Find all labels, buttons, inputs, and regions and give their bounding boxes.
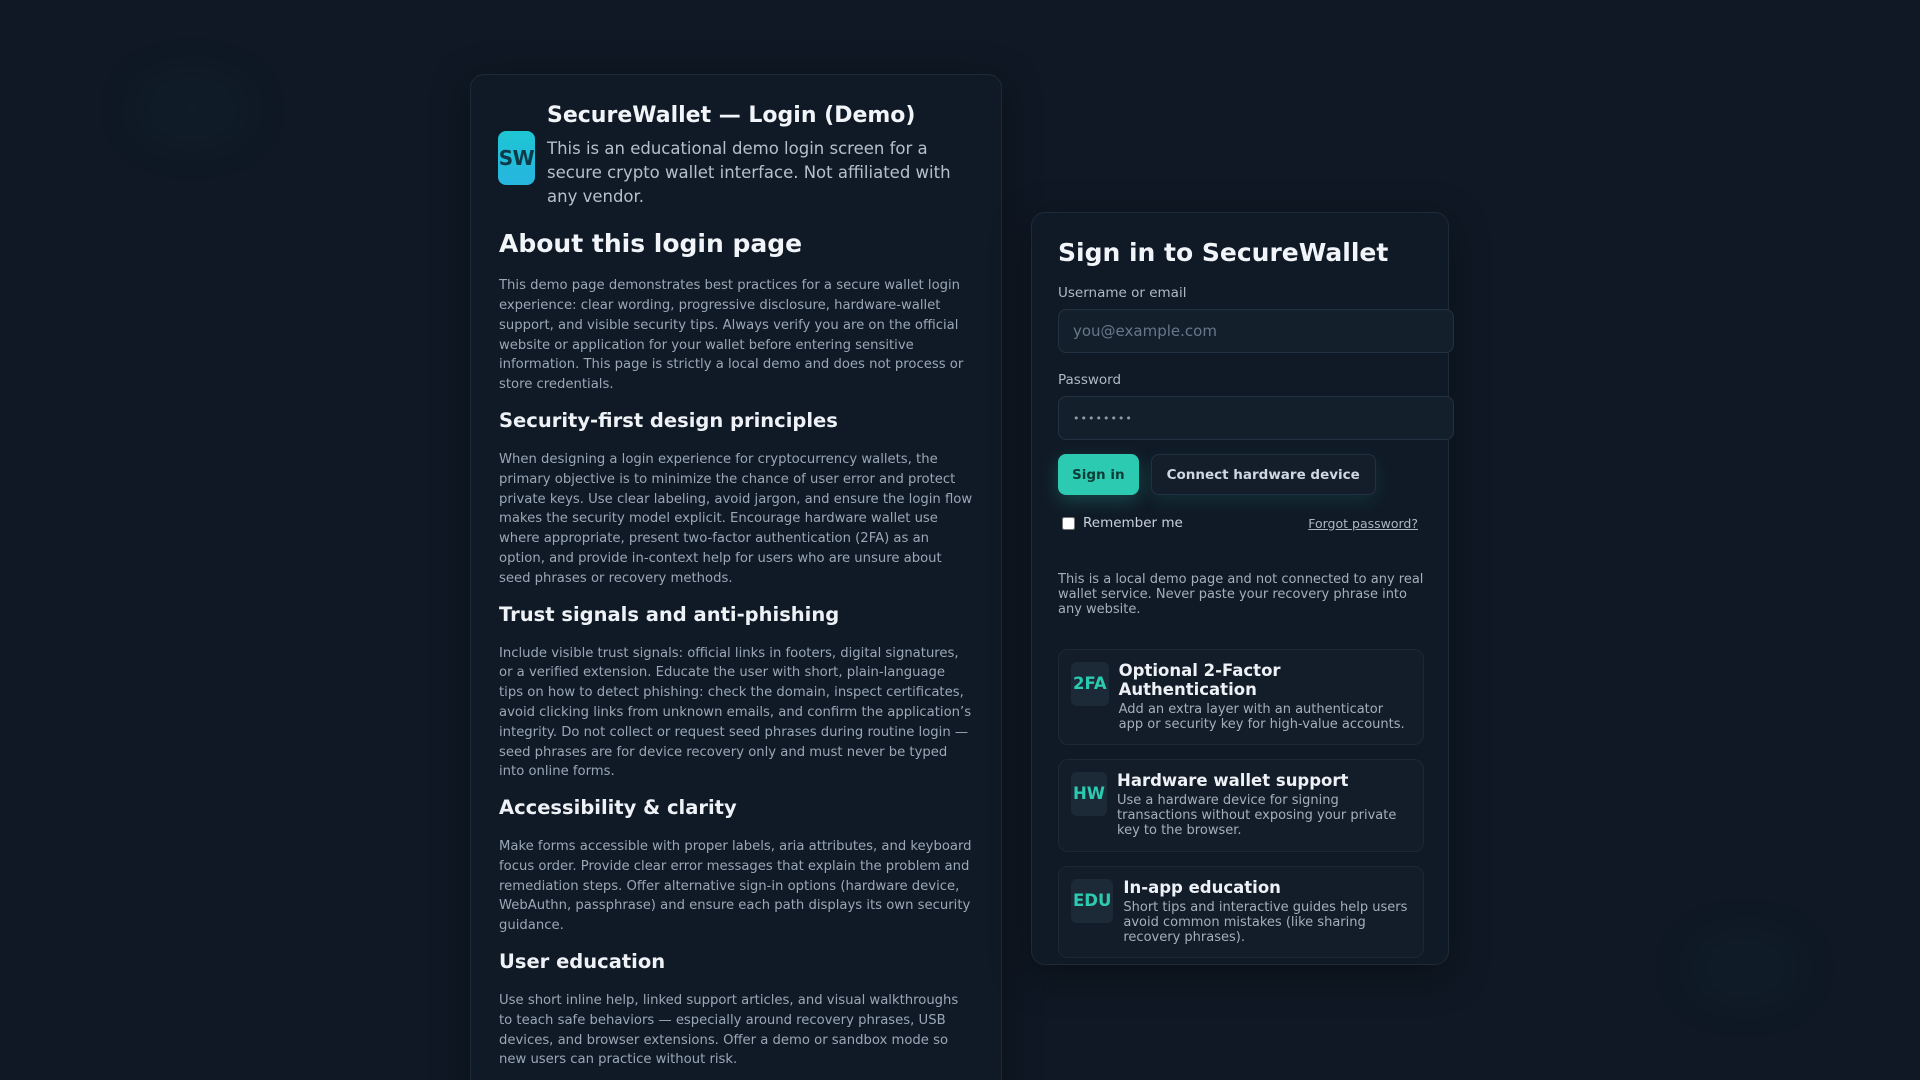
remember-me-checkbox[interactable] <box>1062 517 1075 530</box>
page-subtitle: This is an educational demo login screen for a secure crypto wallet interface. Not affiliated with any vendor. <box>547 139 951 207</box>
remember-me <box>1058 515 1183 531</box>
section-title-education: User education <box>499 950 666 974</box>
brand-text <box>547 103 967 209</box>
feature-desc: Use a hardware device for signing transactions without exposing your private key to the browser. <box>1117 792 1397 839</box>
demo-note: This is a local demo page and not connected to any real wallet service. Never paste your recovery phrase into any website. <box>1058 572 1424 618</box>
about-intro: This demo page demonstrates best practices for a secure wallet login experience: clear wording, progressive disclosure, hardware-wallet support, and visible security tips. Always verify you are on the official website or application for your wallet before entering sensitive information. This page is strictly a local demo and does not process or store credentials. <box>499 278 964 393</box>
brand-header <box>498 103 973 209</box>
feature-text <box>1119 662 1411 732</box>
securewallet-logo: SW <box>498 131 535 185</box>
section-title-trust: Trust signals and anti-phishing <box>499 602 840 626</box>
feature-card-hardware <box>1058 759 1424 852</box>
signin-title: Sign in to SecureWallet <box>1058 238 1389 267</box>
feature-card-education <box>1058 866 1424 959</box>
feature-text <box>1123 879 1411 946</box>
password-input[interactable] <box>1058 396 1454 440</box>
section-body-education: Use short inline help, linked support articles, and visual walkthroughs to teach safe behaviors — especially around recovery phrases, USB devices, and browser extensions. Offer a demo or sandbox mode so new users can practice without risk. <box>499 993 959 1068</box>
background-glow-bottom-right <box>1690 945 1800 991</box>
feature-desc: Add an extra layer with an authenticator app or security key for high-value accounts. <box>1118 701 1405 732</box>
sign-in-button[interactable]: Sign in <box>1058 454 1139 495</box>
remember-me-label: Remember me <box>1083 515 1183 531</box>
feature-title: Hardware wallet support <box>1117 770 1349 790</box>
feature-badge-hw: HW <box>1071 772 1107 816</box>
feature-card-2fa <box>1058 649 1424 745</box>
signin-options <box>1058 515 1418 531</box>
password-label: Password <box>1058 372 1122 388</box>
section-body-trust: Include visible trust signals: official links in footers, digital signatures, or a verified extension. Educate the user with short, plain-language tips on how to detect phishing: check the domain, inspect certificates, avoid clicking links from unknown emails, and confirm the application’s integrity. Do not collect or request seed phrases during routine login — seed phrases are for device recovery only and must never be typed into online forms. <box>499 645 972 780</box>
feature-badge-edu: EDU <box>1071 879 1113 923</box>
about-panel <box>470 74 1002 1080</box>
connect-hardware-button[interactable]: Connect hardware device <box>1151 454 1376 495</box>
username-label: Username or email <box>1058 285 1187 301</box>
section-title-accessibility: Accessibility & clarity <box>499 796 737 820</box>
feature-title: Optional 2-Factor Authentication <box>1118 660 1281 699</box>
forgot-password-link[interactable]: Forgot password? <box>1308 515 1418 531</box>
username-input[interactable] <box>1058 309 1454 353</box>
feature-badge-2fa: 2FA <box>1071 662 1109 706</box>
signin-actions <box>1058 454 1422 495</box>
section-title-security: Security-first design principles <box>499 408 838 432</box>
feature-desc: Short tips and interactive guides help users avoid common mistakes (like sharing recovery phrases). <box>1123 899 1408 945</box>
feature-title: In-app education <box>1123 877 1281 897</box>
feature-text <box>1117 772 1411 839</box>
page-title: SecureWallet — Login (Demo) <box>547 103 916 128</box>
section-body-security: When designing a login experience for cryptocurrency wallets, the primary objective is to minimize the chance of user error and protect private keys. Use clear labeling, avoid jargon, and ensure the login flow makes the security model explicit. Encourage hardware wallet use where appropriate, present two-factor authentication (2FA) as an option, and provide in-context help for users who are unsure about seed phrases or recovery methods. <box>499 451 973 586</box>
background-glow-top-left <box>135 85 250 133</box>
about-title: About this login page <box>499 229 803 259</box>
section-body-accessibility: Make forms accessible with proper labels, aria attributes, and keyboard focus order. Provide clear error messages that explain the problem and remediation steps. Offer alternative sign-in options (hardware device, WebAuthn, passphrase) and ensure each path displays its own security guidance. <box>499 839 972 934</box>
signin-panel <box>1031 212 1449 965</box>
